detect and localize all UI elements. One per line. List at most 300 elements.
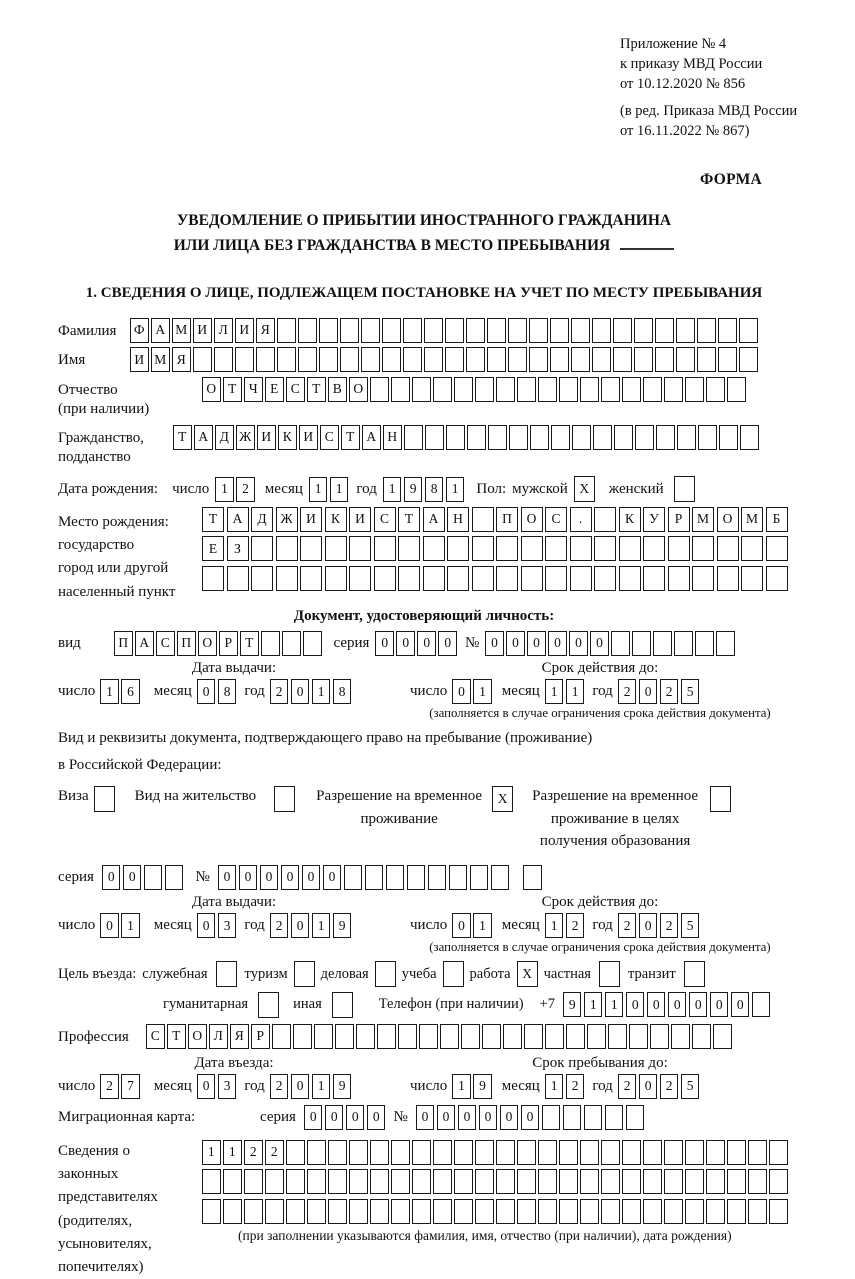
migration-number-cell[interactable]	[542, 1105, 561, 1130]
birth-day-cell[interactable]: 1	[215, 477, 234, 502]
birth-place-cell[interactable]	[545, 566, 567, 591]
doc-kind-cell[interactable]	[282, 631, 301, 656]
birth-place-cell[interactable]	[741, 566, 763, 591]
birth-place-cell[interactable]	[594, 566, 616, 591]
citizenship-cell[interactable]	[404, 425, 423, 450]
given-name-cell[interactable]	[382, 347, 401, 372]
doc-issue-day-cell[interactable]: 6	[121, 679, 140, 704]
purpose-humanitarian-checkbox[interactable]	[258, 992, 279, 1018]
birth-place-cell[interactable]	[398, 536, 420, 561]
birth-place-cell[interactable]: И	[300, 507, 322, 532]
legal-representative-cell[interactable]	[643, 1169, 662, 1194]
legal-representative-cell[interactable]	[538, 1140, 557, 1165]
citizenship-cell[interactable]: А	[362, 425, 381, 450]
legal-representative-cell[interactable]	[664, 1169, 683, 1194]
profession-cell[interactable]	[356, 1024, 375, 1049]
legal-representative-cell[interactable]	[706, 1169, 725, 1194]
patronymic-cell[interactable]	[727, 377, 746, 402]
birth-place-cell[interactable]: Т	[398, 507, 420, 532]
citizenship-cell[interactable]: Т	[341, 425, 360, 450]
legal-representative-cell[interactable]	[391, 1140, 410, 1165]
given-name-cell[interactable]	[529, 347, 548, 372]
birth-place-cell[interactable]	[496, 536, 518, 561]
profession-cell[interactable]	[608, 1024, 627, 1049]
birth-place-cell[interactable]: О	[521, 507, 543, 532]
doc-issue-year-cell[interactable]: 8	[333, 679, 352, 704]
birth-place-cell[interactable]	[447, 566, 469, 591]
given-name-cell[interactable]	[277, 347, 296, 372]
citizenship-cell[interactable]: Н	[383, 425, 402, 450]
birth-place-cell[interactable]	[692, 566, 714, 591]
migration-number-cell[interactable]	[584, 1105, 603, 1130]
birth-year-cell[interactable]: 1	[446, 477, 465, 502]
birth-place-cell[interactable]: М	[692, 507, 714, 532]
citizenship-cell[interactable]	[530, 425, 549, 450]
birth-place-cell[interactable]: К	[325, 507, 347, 532]
stay-until-month-cell[interactable]: 1	[545, 1074, 564, 1099]
birth-place-cell[interactable]	[227, 566, 249, 591]
residence-expiry-year-cell[interactable]: 0	[639, 913, 658, 938]
legal-representative-cell[interactable]	[538, 1199, 557, 1224]
legal-representative-cell[interactable]	[412, 1199, 431, 1224]
patronymic-cell[interactable]	[433, 377, 452, 402]
legal-representative-cell[interactable]	[727, 1140, 746, 1165]
citizenship-cell[interactable]	[509, 425, 528, 450]
legal-representative-cell[interactable]	[244, 1169, 263, 1194]
surname-cell[interactable]	[340, 318, 359, 343]
stay-until-day-cell[interactable]: 1	[452, 1074, 471, 1099]
surname-cell[interactable]	[550, 318, 569, 343]
legal-representative-cell[interactable]	[559, 1169, 578, 1194]
legal-representative-cell[interactable]	[601, 1169, 620, 1194]
legal-representative-cell[interactable]	[496, 1199, 515, 1224]
birth-place-cell[interactable]	[472, 566, 494, 591]
entry-day-cell[interactable]: 7	[121, 1074, 140, 1099]
birth-day-cell[interactable]: 2	[236, 477, 255, 502]
given-name-cell[interactable]	[487, 347, 506, 372]
given-name-cell[interactable]	[697, 347, 716, 372]
profession-cell[interactable]: О	[188, 1024, 207, 1049]
birth-place-cell[interactable]	[251, 566, 273, 591]
surname-cell[interactable]	[508, 318, 527, 343]
residence-number-cell[interactable]	[407, 865, 426, 890]
legal-representative-cell[interactable]	[286, 1140, 305, 1165]
legal-representative-cell[interactable]	[370, 1199, 389, 1224]
given-name-cell[interactable]: М	[151, 347, 170, 372]
doc-number-cell[interactable]: 0	[548, 631, 567, 656]
citizenship-cell[interactable]: Ж	[236, 425, 255, 450]
phone-digit-cell[interactable]: 0	[626, 992, 645, 1017]
birth-place-cell[interactable]	[472, 507, 494, 532]
legal-representative-cell[interactable]	[328, 1169, 347, 1194]
citizenship-cell[interactable]: Т	[173, 425, 192, 450]
residence-number-cell[interactable]: 0	[239, 865, 258, 890]
birth-place-cell[interactable]: Е	[202, 536, 224, 561]
doc-number-cell[interactable]: 0	[569, 631, 588, 656]
legal-representative-cell[interactable]	[433, 1140, 452, 1165]
birth-place-cell[interactable]	[668, 566, 690, 591]
legal-representative-cell[interactable]	[349, 1140, 368, 1165]
legal-representative-cell[interactable]	[664, 1199, 683, 1224]
phone-digit-cell[interactable]: 0	[689, 992, 708, 1017]
profession-cell[interactable]	[272, 1024, 291, 1049]
surname-cell[interactable]	[361, 318, 380, 343]
legal-representative-cell[interactable]	[496, 1169, 515, 1194]
surname-cell[interactable]: Л	[214, 318, 233, 343]
birth-place-cell[interactable]	[374, 536, 396, 561]
legal-representative-cell[interactable]	[391, 1199, 410, 1224]
legal-representative-cell[interactable]	[496, 1140, 515, 1165]
surname-cell[interactable]	[424, 318, 443, 343]
doc-number-cell[interactable]: 0	[485, 631, 504, 656]
birth-place-cell[interactable]: К	[619, 507, 641, 532]
doc-number-cell[interactable]	[674, 631, 693, 656]
birth-place-cell[interactable]	[766, 566, 788, 591]
birth-place-cell[interactable]	[668, 536, 690, 561]
patronymic-cell[interactable]	[496, 377, 515, 402]
birth-place-cell[interactable]: П	[496, 507, 518, 532]
legal-representative-cell[interactable]	[748, 1199, 767, 1224]
birth-place-cell[interactable]: З	[227, 536, 249, 561]
legal-representative-cell[interactable]	[664, 1140, 683, 1165]
surname-cell[interactable]	[739, 318, 758, 343]
birth-place-cell[interactable]: .	[570, 507, 592, 532]
phone-digit-cell[interactable]: 1	[584, 992, 603, 1017]
legal-representative-cell[interactable]	[685, 1199, 704, 1224]
patronymic-cell[interactable]: Ч	[244, 377, 263, 402]
stay-until-year-cell[interactable]: 2	[660, 1074, 679, 1099]
patronymic-cell[interactable]: С	[286, 377, 305, 402]
patronymic-cell[interactable]: Т	[223, 377, 242, 402]
legal-representative-cell[interactable]	[622, 1140, 641, 1165]
birth-place-cell[interactable]	[545, 536, 567, 561]
sex-female-checkbox[interactable]	[674, 476, 695, 502]
residence-number-cell[interactable]	[365, 865, 384, 890]
residence-number-cell[interactable]	[449, 865, 468, 890]
legal-representative-cell[interactable]	[559, 1199, 578, 1224]
legal-representative-cell[interactable]	[328, 1140, 347, 1165]
doc-number-cell[interactable]	[653, 631, 672, 656]
birth-place-cell[interactable]	[276, 566, 298, 591]
residence-number-cell[interactable]: 0	[218, 865, 237, 890]
migration-number-cell[interactable]	[605, 1105, 624, 1130]
phone-digit-cell[interactable]: 0	[710, 992, 729, 1017]
migration-series-cell[interactable]: 0	[304, 1105, 323, 1130]
legal-representative-cell[interactable]	[286, 1199, 305, 1224]
birth-place-cell[interactable]	[570, 536, 592, 561]
given-name-cell[interactable]	[214, 347, 233, 372]
citizenship-cell[interactable]: И	[257, 425, 276, 450]
patronymic-cell[interactable]	[559, 377, 578, 402]
birth-place-cell[interactable]	[717, 536, 739, 561]
surname-cell[interactable]	[634, 318, 653, 343]
legal-representative-cell[interactable]: 2	[244, 1140, 263, 1165]
patronymic-cell[interactable]	[664, 377, 683, 402]
purpose-tourism-checkbox[interactable]	[294, 961, 315, 987]
citizenship-cell[interactable]	[656, 425, 675, 450]
citizenship-cell[interactable]	[677, 425, 696, 450]
phone-digit-cell[interactable]: 1	[605, 992, 624, 1017]
residence-issue-year-cell[interactable]: 2	[270, 913, 289, 938]
profession-cell[interactable]	[293, 1024, 312, 1049]
doc-issue-month-cell[interactable]: 8	[218, 679, 237, 704]
profession-cell[interactable]	[335, 1024, 354, 1049]
birth-place-cell[interactable]: Б	[766, 507, 788, 532]
given-name-cell[interactable]	[361, 347, 380, 372]
patronymic-cell[interactable]: В	[328, 377, 347, 402]
profession-cell[interactable]	[419, 1024, 438, 1049]
birth-place-cell[interactable]	[251, 536, 273, 561]
legal-representative-cell[interactable]	[769, 1169, 788, 1194]
legal-representative-cell[interactable]: 1	[223, 1140, 242, 1165]
legal-representative-cell[interactable]	[685, 1140, 704, 1165]
migration-number-cell[interactable]	[563, 1105, 582, 1130]
entry-year-cell[interactable]: 0	[291, 1074, 310, 1099]
residence-issue-month-cell[interactable]: 0	[197, 913, 216, 938]
legal-representative-cell[interactable]	[580, 1140, 599, 1165]
residence-number-cell[interactable]	[428, 865, 447, 890]
legal-representative-cell[interactable]: 2	[265, 1140, 284, 1165]
doc-kind-cell[interactable]: С	[156, 631, 175, 656]
residence-number-cell[interactable]	[386, 865, 405, 890]
birth-place-cell[interactable]	[202, 566, 224, 591]
given-name-cell[interactable]	[613, 347, 632, 372]
purpose-transit-checkbox[interactable]	[684, 961, 705, 987]
citizenship-cell[interactable]	[719, 425, 738, 450]
birth-year-cell[interactable]: 1	[383, 477, 402, 502]
migration-series-cell[interactable]: 0	[325, 1105, 344, 1130]
given-name-cell[interactable]	[403, 347, 422, 372]
doc-series-cell[interactable]: 0	[375, 631, 394, 656]
profession-cell[interactable]	[482, 1024, 501, 1049]
legal-representative-cell[interactable]	[223, 1169, 242, 1194]
legal-representative-cell[interactable]	[349, 1169, 368, 1194]
birth-place-cell[interactable]	[570, 566, 592, 591]
birth-place-cell[interactable]: А	[423, 507, 445, 532]
legal-representative-cell[interactable]	[517, 1169, 536, 1194]
stay-until-month-cell[interactable]: 2	[566, 1074, 585, 1099]
profession-cell[interactable]	[377, 1024, 396, 1049]
surname-cell[interactable]	[571, 318, 590, 343]
temp-residence-checkbox[interactable]: X	[492, 786, 513, 812]
migration-number-cell[interactable]	[626, 1105, 645, 1130]
doc-kind-cell[interactable]	[303, 631, 322, 656]
citizenship-cell[interactable]: К	[278, 425, 297, 450]
sex-male-checkbox[interactable]: X	[574, 476, 595, 502]
patronymic-cell[interactable]: О	[349, 377, 368, 402]
birth-place-cell[interactable]	[521, 566, 543, 591]
phone-digit-cell[interactable]: 0	[647, 992, 666, 1017]
legal-representative-cell[interactable]: 1	[202, 1140, 221, 1165]
legal-representative-cell[interactable]	[223, 1199, 242, 1224]
doc-expiry-year-cell[interactable]: 5	[681, 679, 700, 704]
given-name-cell[interactable]	[235, 347, 254, 372]
legal-representative-cell[interactable]	[454, 1169, 473, 1194]
birth-place-cell[interactable]: С	[545, 507, 567, 532]
birth-place-cell[interactable]	[619, 536, 641, 561]
citizenship-cell[interactable]: С	[320, 425, 339, 450]
legal-representative-cell[interactable]	[307, 1140, 326, 1165]
citizenship-cell[interactable]: А	[194, 425, 213, 450]
surname-cell[interactable]: И	[235, 318, 254, 343]
doc-kind-cell[interactable]: П	[177, 631, 196, 656]
legal-representative-cell[interactable]	[748, 1169, 767, 1194]
legal-representative-cell[interactable]	[349, 1199, 368, 1224]
legal-representative-cell[interactable]	[307, 1199, 326, 1224]
legal-representative-cell[interactable]	[370, 1169, 389, 1194]
profession-cell[interactable]	[692, 1024, 711, 1049]
given-name-cell[interactable]	[319, 347, 338, 372]
profession-cell[interactable]	[524, 1024, 543, 1049]
surname-cell[interactable]	[718, 318, 737, 343]
birth-place-cell[interactable]	[594, 507, 616, 532]
surname-cell[interactable]	[319, 318, 338, 343]
stay-until-day-cell[interactable]: 9	[473, 1074, 492, 1099]
birth-place-cell[interactable]: М	[741, 507, 763, 532]
profession-cell[interactable]	[398, 1024, 417, 1049]
doc-number-cell[interactable]	[695, 631, 714, 656]
patronymic-cell[interactable]	[454, 377, 473, 402]
residence-number-cell[interactable]: 0	[323, 865, 342, 890]
birth-place-cell[interactable]	[447, 536, 469, 561]
doc-series-cell[interactable]: 0	[417, 631, 436, 656]
legal-representative-cell[interactable]	[727, 1199, 746, 1224]
profession-cell[interactable]	[545, 1024, 564, 1049]
residence-series-cell[interactable]	[165, 865, 184, 890]
given-name-cell[interactable]	[676, 347, 695, 372]
citizenship-cell[interactable]	[551, 425, 570, 450]
stay-until-year-cell[interactable]: 5	[681, 1074, 700, 1099]
legal-representative-cell[interactable]	[706, 1140, 725, 1165]
residence-number-cell[interactable]	[470, 865, 489, 890]
phone-digit-cell[interactable]: 9	[563, 992, 582, 1017]
doc-issue-day-cell[interactable]: 1	[100, 679, 119, 704]
birth-place-cell[interactable]	[423, 536, 445, 561]
birth-year-cell[interactable]: 8	[425, 477, 444, 502]
residence-issue-day-cell[interactable]: 1	[121, 913, 140, 938]
purpose-other-checkbox[interactable]	[332, 992, 353, 1018]
doc-issue-year-cell[interactable]: 0	[291, 679, 310, 704]
residence-issue-year-cell[interactable]: 1	[312, 913, 331, 938]
residence-issue-month-cell[interactable]: 3	[218, 913, 237, 938]
migration-series-cell[interactable]: 0	[346, 1105, 365, 1130]
birth-place-cell[interactable]: Р	[668, 507, 690, 532]
citizenship-cell[interactable]: И	[299, 425, 318, 450]
legal-representative-cell[interactable]	[727, 1169, 746, 1194]
profession-cell[interactable]	[461, 1024, 480, 1049]
citizenship-cell[interactable]	[614, 425, 633, 450]
doc-expiry-month-cell[interactable]: 1	[566, 679, 585, 704]
entry-month-cell[interactable]: 3	[218, 1074, 237, 1099]
phone-digit-cell[interactable]: 0	[668, 992, 687, 1017]
doc-kind-cell[interactable]: П	[114, 631, 133, 656]
migration-number-cell[interactable]: 0	[479, 1105, 498, 1130]
profession-cell[interactable]	[314, 1024, 333, 1049]
doc-issue-year-cell[interactable]: 2	[270, 679, 289, 704]
profession-cell[interactable]: С	[146, 1024, 165, 1049]
birth-place-cell[interactable]	[692, 536, 714, 561]
patronymic-cell[interactable]: О	[202, 377, 221, 402]
birth-place-cell[interactable]	[423, 566, 445, 591]
patronymic-cell[interactable]	[685, 377, 704, 402]
given-name-cell[interactable]	[739, 347, 758, 372]
migration-number-cell[interactable]: 0	[500, 1105, 519, 1130]
surname-cell[interactable]: М	[172, 318, 191, 343]
visa-checkbox[interactable]	[94, 786, 115, 812]
given-name-cell[interactable]: Я	[172, 347, 191, 372]
patronymic-cell[interactable]	[517, 377, 536, 402]
birth-place-cell[interactable]	[349, 566, 371, 591]
surname-cell[interactable]	[487, 318, 506, 343]
birth-year-cell[interactable]: 9	[404, 477, 423, 502]
legal-representative-cell[interactable]	[559, 1140, 578, 1165]
doc-expiry-day-cell[interactable]: 0	[452, 679, 471, 704]
patronymic-cell[interactable]	[580, 377, 599, 402]
doc-number-cell[interactable]	[611, 631, 630, 656]
purpose-work-checkbox[interactable]: X	[517, 961, 538, 987]
phone-digit-cell[interactable]	[752, 992, 771, 1017]
residence-issue-day-cell[interactable]: 0	[100, 913, 119, 938]
given-name-cell[interactable]	[718, 347, 737, 372]
residence-expiry-day-cell[interactable]: 1	[473, 913, 492, 938]
purpose-study-checkbox[interactable]	[443, 961, 464, 987]
birth-place-cell[interactable]: Т	[202, 507, 224, 532]
birth-place-cell[interactable]	[349, 536, 371, 561]
legal-representative-cell[interactable]	[391, 1169, 410, 1194]
entry-year-cell[interactable]: 1	[312, 1074, 331, 1099]
residence-expiry-day-cell[interactable]: 0	[452, 913, 471, 938]
doc-number-cell[interactable]	[716, 631, 735, 656]
doc-expiry-month-cell[interactable]: 1	[545, 679, 564, 704]
citizenship-cell[interactable]	[593, 425, 612, 450]
doc-number-cell[interactable]: 0	[506, 631, 525, 656]
doc-number-cell[interactable]: 0	[527, 631, 546, 656]
doc-kind-cell[interactable]: О	[198, 631, 217, 656]
profession-cell[interactable]	[629, 1024, 648, 1049]
birth-place-cell[interactable]	[374, 566, 396, 591]
residence-expiry-month-cell[interactable]: 1	[545, 913, 564, 938]
purpose-business-checkbox[interactable]	[375, 961, 396, 987]
profession-cell[interactable]: Р	[251, 1024, 270, 1049]
birth-place-cell[interactable]	[521, 536, 543, 561]
stay-until-year-cell[interactable]: 0	[639, 1074, 658, 1099]
residence-expiry-year-cell[interactable]: 5	[681, 913, 700, 938]
stay-until-year-cell[interactable]: 2	[618, 1074, 637, 1099]
legal-representative-cell[interactable]	[622, 1199, 641, 1224]
surname-cell[interactable]	[529, 318, 548, 343]
given-name-cell[interactable]	[634, 347, 653, 372]
entry-month-cell[interactable]: 0	[197, 1074, 216, 1099]
residence-number-cell[interactable]: 0	[260, 865, 279, 890]
legal-representative-cell[interactable]	[454, 1140, 473, 1165]
given-name-cell[interactable]	[193, 347, 212, 372]
residence-series-cell[interactable]: 0	[123, 865, 142, 890]
residence-series-cell[interactable]	[144, 865, 163, 890]
birth-month-cell[interactable]: 1	[309, 477, 328, 502]
legal-representative-cell[interactable]	[475, 1140, 494, 1165]
entry-day-cell[interactable]: 2	[100, 1074, 119, 1099]
legal-representative-cell[interactable]	[265, 1169, 284, 1194]
surname-cell[interactable]	[676, 318, 695, 343]
birth-place-cell[interactable]: О	[717, 507, 739, 532]
surname-cell[interactable]	[466, 318, 485, 343]
temp-residence-education-checkbox[interactable]	[710, 786, 731, 812]
birth-place-cell[interactable]: С	[374, 507, 396, 532]
surname-cell[interactable]	[613, 318, 632, 343]
doc-number-cell[interactable]: 0	[590, 631, 609, 656]
legal-representative-cell[interactable]	[454, 1199, 473, 1224]
legal-representative-cell[interactable]	[643, 1199, 662, 1224]
